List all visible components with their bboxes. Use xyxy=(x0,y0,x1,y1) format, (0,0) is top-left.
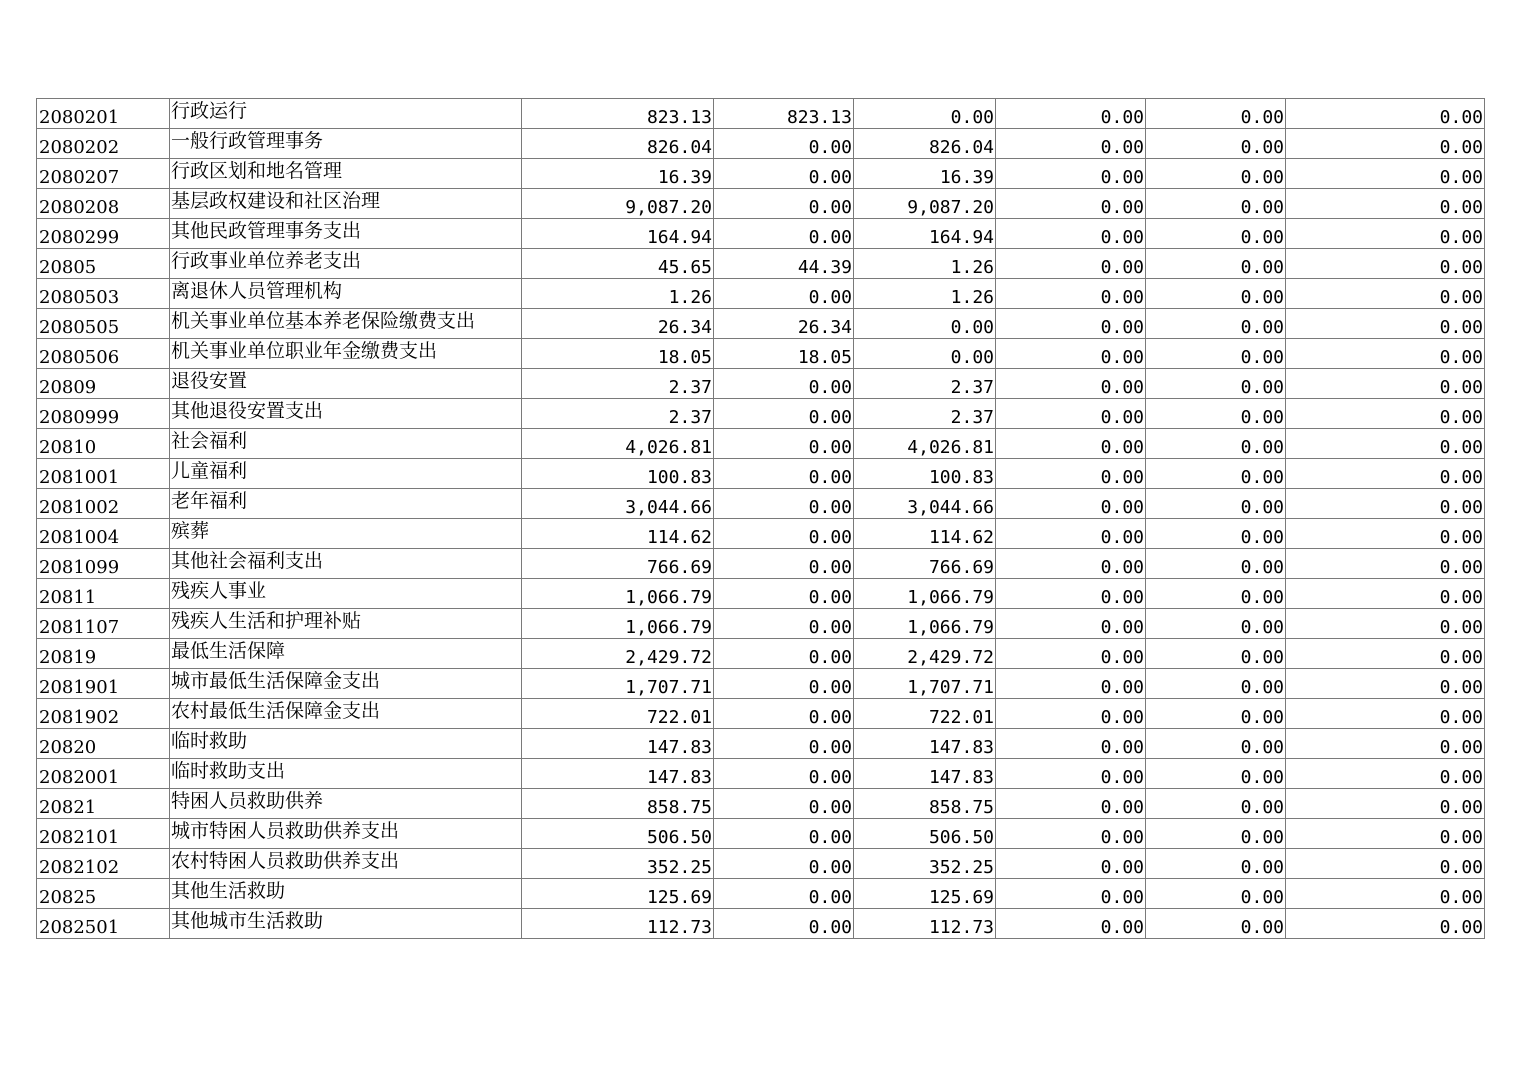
amount-cell-col-4: 0.00 xyxy=(996,309,1146,339)
amount-cell-col-2: 0.00 xyxy=(714,399,854,429)
amount-cell-col-2: 0.00 xyxy=(714,849,854,879)
amount-cell-col-6: 0.00 xyxy=(1286,819,1485,849)
amount-cell-col-3: 114.62 xyxy=(854,519,996,549)
amount-cell-col-6: 0.00 xyxy=(1286,909,1485,939)
subject-code-cell: 2081902 xyxy=(37,699,170,729)
table-row xyxy=(37,99,1485,129)
subject-code-cell: 2080207 xyxy=(37,159,170,189)
table-row xyxy=(37,189,1485,219)
amount-cell-col-1: 4,026.81 xyxy=(522,429,714,459)
subject-name-cell: 其他社会福利支出 xyxy=(170,549,522,579)
amount-cell-col-6: 0.00 xyxy=(1286,549,1485,579)
amount-cell-col-4: 0.00 xyxy=(996,189,1146,219)
subject-name-cell: 残疾人生活和护理补贴 xyxy=(170,609,522,639)
amount-cell-col-1: 1.26 xyxy=(522,279,714,309)
subject-name-cell: 儿童福利 xyxy=(170,459,522,489)
amount-cell-col-1: 2.37 xyxy=(522,369,714,399)
amount-cell-col-1: 722.01 xyxy=(522,699,714,729)
amount-cell-col-1: 147.83 xyxy=(522,729,714,759)
amount-cell-col-5: 0.00 xyxy=(1146,789,1286,819)
amount-cell-col-4: 0.00 xyxy=(996,579,1146,609)
table-row xyxy=(37,279,1485,309)
amount-cell-col-4: 0.00 xyxy=(996,369,1146,399)
amount-cell-col-4: 0.00 xyxy=(996,129,1146,159)
table-row xyxy=(37,489,1485,519)
amount-cell-col-1: 100.83 xyxy=(522,459,714,489)
subject-name-cell: 临时救助支出 xyxy=(170,759,522,789)
amount-cell-col-3: 766.69 xyxy=(854,549,996,579)
amount-cell-col-1: 112.73 xyxy=(522,909,714,939)
amount-cell-col-5: 0.00 xyxy=(1146,279,1286,309)
amount-cell-col-1: 45.65 xyxy=(522,249,714,279)
subject-code-cell: 20820 xyxy=(37,729,170,759)
subject-code-cell: 2081099 xyxy=(37,549,170,579)
amount-cell-col-5: 0.00 xyxy=(1146,849,1286,879)
amount-cell-col-2: 0.00 xyxy=(714,819,854,849)
table-row xyxy=(37,429,1485,459)
amount-cell-col-5: 0.00 xyxy=(1146,309,1286,339)
amount-cell-col-1: 9,087.20 xyxy=(522,189,714,219)
amount-cell-col-6: 0.00 xyxy=(1286,219,1485,249)
table-body xyxy=(37,99,1485,939)
subject-code-cell: 20805 xyxy=(37,249,170,279)
amount-cell-col-3: 858.75 xyxy=(854,789,996,819)
subject-code-cell: 2080999 xyxy=(37,399,170,429)
amount-cell-col-2: 0.00 xyxy=(714,549,854,579)
subject-code-cell: 20819 xyxy=(37,639,170,669)
subject-code-cell: 2080503 xyxy=(37,279,170,309)
amount-cell-col-3: 506.50 xyxy=(854,819,996,849)
subject-code-cell: 2080201 xyxy=(37,99,170,129)
amount-cell-col-6: 0.00 xyxy=(1286,579,1485,609)
amount-cell-col-3: 9,087.20 xyxy=(854,189,996,219)
subject-name-cell: 临时救助 xyxy=(170,729,522,759)
amount-cell-col-1: 18.05 xyxy=(522,339,714,369)
subject-code-cell: 2082101 xyxy=(37,819,170,849)
subject-name-cell: 行政运行 xyxy=(170,99,522,129)
table-row xyxy=(37,129,1485,159)
subject-code-cell: 2081002 xyxy=(37,489,170,519)
subject-name-cell: 城市特困人员救助供养支出 xyxy=(170,819,522,849)
amount-cell-col-5: 0.00 xyxy=(1146,579,1286,609)
amount-cell-col-2: 0.00 xyxy=(714,609,854,639)
table-row xyxy=(37,759,1485,789)
amount-cell-col-1: 1,066.79 xyxy=(522,609,714,639)
amount-cell-col-6: 0.00 xyxy=(1286,309,1485,339)
amount-cell-col-6: 0.00 xyxy=(1286,729,1485,759)
amount-cell-col-2: 0.00 xyxy=(714,129,854,159)
amount-cell-col-6: 0.00 xyxy=(1286,849,1485,879)
table-row xyxy=(37,249,1485,279)
amount-cell-col-5: 0.00 xyxy=(1146,189,1286,219)
amount-cell-col-1: 164.94 xyxy=(522,219,714,249)
amount-cell-col-2: 0.00 xyxy=(714,909,854,939)
subject-code-cell: 2081107 xyxy=(37,609,170,639)
amount-cell-col-3: 125.69 xyxy=(854,879,996,909)
amount-cell-col-3: 0.00 xyxy=(854,309,996,339)
amount-cell-col-2: 0.00 xyxy=(714,639,854,669)
table-row xyxy=(37,579,1485,609)
amount-cell-col-4: 0.00 xyxy=(996,909,1146,939)
subject-name-cell: 离退休人员管理机构 xyxy=(170,279,522,309)
amount-cell-col-4: 0.00 xyxy=(996,699,1146,729)
subject-name-cell: 机关事业单位职业年金缴费支出 xyxy=(170,339,522,369)
budget-expenditure-table xyxy=(36,98,1485,939)
table-row xyxy=(37,549,1485,579)
amount-cell-col-2: 0.00 xyxy=(714,279,854,309)
amount-cell-col-1: 3,044.66 xyxy=(522,489,714,519)
amount-cell-col-6: 0.00 xyxy=(1286,159,1485,189)
table-row xyxy=(37,339,1485,369)
table-row xyxy=(37,819,1485,849)
subject-code-cell: 20809 xyxy=(37,369,170,399)
subject-name-cell: 城市最低生活保障金支出 xyxy=(170,669,522,699)
subject-code-cell: 2081004 xyxy=(37,519,170,549)
amount-cell-col-6: 0.00 xyxy=(1286,639,1485,669)
amount-cell-col-5: 0.00 xyxy=(1146,699,1286,729)
amount-cell-col-1: 766.69 xyxy=(522,549,714,579)
amount-cell-col-4: 0.00 xyxy=(996,789,1146,819)
subject-name-cell: 残疾人事业 xyxy=(170,579,522,609)
amount-cell-col-4: 0.00 xyxy=(996,489,1146,519)
subject-code-cell: 2080202 xyxy=(37,129,170,159)
amount-cell-col-5: 0.00 xyxy=(1146,729,1286,759)
amount-cell-col-4: 0.00 xyxy=(996,219,1146,249)
amount-cell-col-2: 0.00 xyxy=(714,879,854,909)
amount-cell-col-2: 0.00 xyxy=(714,429,854,459)
amount-cell-col-4: 0.00 xyxy=(996,339,1146,369)
amount-cell-col-6: 0.00 xyxy=(1286,519,1485,549)
subject-code-cell: 2080208 xyxy=(37,189,170,219)
subject-code-cell: 2080299 xyxy=(37,219,170,249)
amount-cell-col-2: 0.00 xyxy=(714,189,854,219)
amount-cell-col-5: 0.00 xyxy=(1146,759,1286,789)
amount-cell-col-1: 114.62 xyxy=(522,519,714,549)
subject-name-cell: 一般行政管理事务 xyxy=(170,129,522,159)
amount-cell-col-2: 823.13 xyxy=(714,99,854,129)
subject-code-cell: 2080506 xyxy=(37,339,170,369)
amount-cell-col-3: 1,707.71 xyxy=(854,669,996,699)
amount-cell-col-4: 0.00 xyxy=(996,519,1146,549)
amount-cell-col-4: 0.00 xyxy=(996,759,1146,789)
amount-cell-col-4: 0.00 xyxy=(996,849,1146,879)
amount-cell-col-3: 2,429.72 xyxy=(854,639,996,669)
amount-cell-col-6: 0.00 xyxy=(1286,129,1485,159)
subject-name-cell: 农村最低生活保障金支出 xyxy=(170,699,522,729)
table-row xyxy=(37,369,1485,399)
amount-cell-col-1: 506.50 xyxy=(522,819,714,849)
amount-cell-col-4: 0.00 xyxy=(996,609,1146,639)
amount-cell-col-3: 147.83 xyxy=(854,729,996,759)
amount-cell-col-5: 0.00 xyxy=(1146,249,1286,279)
subject-name-cell: 机关事业单位基本养老保险缴费支出 xyxy=(170,309,522,339)
table-row xyxy=(37,309,1485,339)
amount-cell-col-3: 722.01 xyxy=(854,699,996,729)
amount-cell-col-6: 0.00 xyxy=(1286,99,1485,129)
subject-code-cell: 2082001 xyxy=(37,759,170,789)
subject-code-cell: 2081901 xyxy=(37,669,170,699)
amount-cell-col-5: 0.00 xyxy=(1146,219,1286,249)
amount-cell-col-6: 0.00 xyxy=(1286,339,1485,369)
amount-cell-col-5: 0.00 xyxy=(1146,459,1286,489)
amount-cell-col-3: 4,026.81 xyxy=(854,429,996,459)
amount-cell-col-4: 0.00 xyxy=(996,279,1146,309)
subject-code-cell: 20821 xyxy=(37,789,170,819)
subject-code-cell: 20811 xyxy=(37,579,170,609)
amount-cell-col-5: 0.00 xyxy=(1146,639,1286,669)
amount-cell-col-5: 0.00 xyxy=(1146,609,1286,639)
subject-name-cell: 其他民政管理事务支出 xyxy=(170,219,522,249)
subject-name-cell: 殡葬 xyxy=(170,519,522,549)
amount-cell-col-2: 0.00 xyxy=(714,369,854,399)
amount-cell-col-5: 0.00 xyxy=(1146,879,1286,909)
amount-cell-col-1: 352.25 xyxy=(522,849,714,879)
amount-cell-col-1: 1,066.79 xyxy=(522,579,714,609)
amount-cell-col-1: 125.69 xyxy=(522,879,714,909)
amount-cell-col-2: 0.00 xyxy=(714,699,854,729)
subject-code-cell: 20810 xyxy=(37,429,170,459)
table-row xyxy=(37,639,1485,669)
amount-cell-col-5: 0.00 xyxy=(1146,549,1286,579)
amount-cell-col-3: 1.26 xyxy=(854,279,996,309)
amount-cell-col-5: 0.00 xyxy=(1146,159,1286,189)
amount-cell-col-3: 1,066.79 xyxy=(854,609,996,639)
amount-cell-col-6: 0.00 xyxy=(1286,609,1485,639)
amount-cell-col-5: 0.00 xyxy=(1146,129,1286,159)
table-row xyxy=(37,669,1485,699)
amount-cell-col-4: 0.00 xyxy=(996,159,1146,189)
table-row xyxy=(37,879,1485,909)
amount-cell-col-6: 0.00 xyxy=(1286,369,1485,399)
subject-name-cell: 其他城市生活救助 xyxy=(170,909,522,939)
amount-cell-col-2: 0.00 xyxy=(714,489,854,519)
table-row xyxy=(37,789,1485,819)
subject-name-cell: 行政区划和地名管理 xyxy=(170,159,522,189)
amount-cell-col-6: 0.00 xyxy=(1286,489,1485,519)
table-row xyxy=(37,609,1485,639)
amount-cell-col-3: 112.73 xyxy=(854,909,996,939)
subject-name-cell: 老年福利 xyxy=(170,489,522,519)
amount-cell-col-5: 0.00 xyxy=(1146,369,1286,399)
amount-cell-col-2: 0.00 xyxy=(714,519,854,549)
subject-code-cell: 2082501 xyxy=(37,909,170,939)
table-row xyxy=(37,219,1485,249)
amount-cell-col-3: 3,044.66 xyxy=(854,489,996,519)
subject-code-cell: 20825 xyxy=(37,879,170,909)
amount-cell-col-3: 0.00 xyxy=(854,99,996,129)
amount-cell-col-6: 0.00 xyxy=(1286,669,1485,699)
subject-code-cell: 2081001 xyxy=(37,459,170,489)
table-row xyxy=(37,849,1485,879)
amount-cell-col-3: 0.00 xyxy=(854,339,996,369)
amount-cell-col-3: 16.39 xyxy=(854,159,996,189)
amount-cell-col-1: 26.34 xyxy=(522,309,714,339)
table-row xyxy=(37,159,1485,189)
amount-cell-col-1: 147.83 xyxy=(522,759,714,789)
table-row xyxy=(37,909,1485,939)
amount-cell-col-6: 0.00 xyxy=(1286,279,1485,309)
subject-name-cell: 农村特困人员救助供养支出 xyxy=(170,849,522,879)
amount-cell-col-6: 0.00 xyxy=(1286,699,1485,729)
amount-cell-col-2: 18.05 xyxy=(714,339,854,369)
amount-cell-col-3: 1.26 xyxy=(854,249,996,279)
amount-cell-col-2: 0.00 xyxy=(714,789,854,819)
amount-cell-col-3: 147.83 xyxy=(854,759,996,789)
amount-cell-col-1: 826.04 xyxy=(522,129,714,159)
subject-name-cell: 特困人员救助供养 xyxy=(170,789,522,819)
table-row xyxy=(37,519,1485,549)
amount-cell-col-1: 1,707.71 xyxy=(522,669,714,699)
amount-cell-col-4: 0.00 xyxy=(996,459,1146,489)
subject-name-cell: 社会福利 xyxy=(170,429,522,459)
amount-cell-col-4: 0.00 xyxy=(996,879,1146,909)
subject-name-cell: 退役安置 xyxy=(170,369,522,399)
amount-cell-col-5: 0.00 xyxy=(1146,819,1286,849)
amount-cell-col-4: 0.00 xyxy=(996,729,1146,759)
amount-cell-col-1: 858.75 xyxy=(522,789,714,819)
amount-cell-col-6: 0.00 xyxy=(1286,459,1485,489)
amount-cell-col-5: 0.00 xyxy=(1146,489,1286,519)
amount-cell-col-6: 0.00 xyxy=(1286,759,1485,789)
amount-cell-col-3: 352.25 xyxy=(854,849,996,879)
subject-name-cell: 其他退役安置支出 xyxy=(170,399,522,429)
amount-cell-col-1: 823.13 xyxy=(522,99,714,129)
amount-cell-col-4: 0.00 xyxy=(996,249,1146,279)
amount-cell-col-4: 0.00 xyxy=(996,399,1146,429)
amount-cell-col-3: 164.94 xyxy=(854,219,996,249)
amount-cell-col-2: 44.39 xyxy=(714,249,854,279)
amount-cell-col-2: 0.00 xyxy=(714,159,854,189)
amount-cell-col-3: 826.04 xyxy=(854,129,996,159)
subject-code-cell: 2082102 xyxy=(37,849,170,879)
amount-cell-col-2: 0.00 xyxy=(714,669,854,699)
amount-cell-col-1: 2,429.72 xyxy=(522,639,714,669)
amount-cell-col-4: 0.00 xyxy=(996,99,1146,129)
table-row xyxy=(37,459,1485,489)
subject-name-cell: 最低生活保障 xyxy=(170,639,522,669)
subject-code-cell: 2080505 xyxy=(37,309,170,339)
amount-cell-col-5: 0.00 xyxy=(1146,399,1286,429)
amount-cell-col-3: 100.83 xyxy=(854,459,996,489)
table-row xyxy=(37,699,1485,729)
amount-cell-col-3: 1,066.79 xyxy=(854,579,996,609)
amount-cell-col-4: 0.00 xyxy=(996,819,1146,849)
subject-name-cell: 基层政权建设和社区治理 xyxy=(170,189,522,219)
amount-cell-col-2: 0.00 xyxy=(714,759,854,789)
amount-cell-col-5: 0.00 xyxy=(1146,429,1286,459)
subject-name-cell: 行政事业单位养老支出 xyxy=(170,249,522,279)
amount-cell-col-6: 0.00 xyxy=(1286,879,1485,909)
subject-name-cell: 其他生活救助 xyxy=(170,879,522,909)
amount-cell-col-2: 0.00 xyxy=(714,219,854,249)
amount-cell-col-3: 2.37 xyxy=(854,399,996,429)
amount-cell-col-6: 0.00 xyxy=(1286,789,1485,819)
amount-cell-col-4: 0.00 xyxy=(996,669,1146,699)
amount-cell-col-4: 0.00 xyxy=(996,549,1146,579)
amount-cell-col-2: 0.00 xyxy=(714,579,854,609)
amount-cell-col-6: 0.00 xyxy=(1286,249,1485,279)
amount-cell-col-1: 2.37 xyxy=(522,399,714,429)
amount-cell-col-2: 0.00 xyxy=(714,459,854,489)
amount-cell-col-5: 0.00 xyxy=(1146,339,1286,369)
amount-cell-col-2: 26.34 xyxy=(714,309,854,339)
amount-cell-col-4: 0.00 xyxy=(996,639,1146,669)
amount-cell-col-6: 0.00 xyxy=(1286,189,1485,219)
amount-cell-col-6: 0.00 xyxy=(1286,429,1485,459)
amount-cell-col-4: 0.00 xyxy=(996,429,1146,459)
amount-cell-col-1: 16.39 xyxy=(522,159,714,189)
amount-cell-col-2: 0.00 xyxy=(714,729,854,759)
amount-cell-col-5: 0.00 xyxy=(1146,519,1286,549)
amount-cell-col-3: 2.37 xyxy=(854,369,996,399)
amount-cell-col-5: 0.00 xyxy=(1146,669,1286,699)
amount-cell-col-6: 0.00 xyxy=(1286,399,1485,429)
amount-cell-col-5: 0.00 xyxy=(1146,909,1286,939)
amount-cell-col-5: 0.00 xyxy=(1146,99,1286,129)
table-row xyxy=(37,729,1485,759)
table-row xyxy=(37,399,1485,429)
